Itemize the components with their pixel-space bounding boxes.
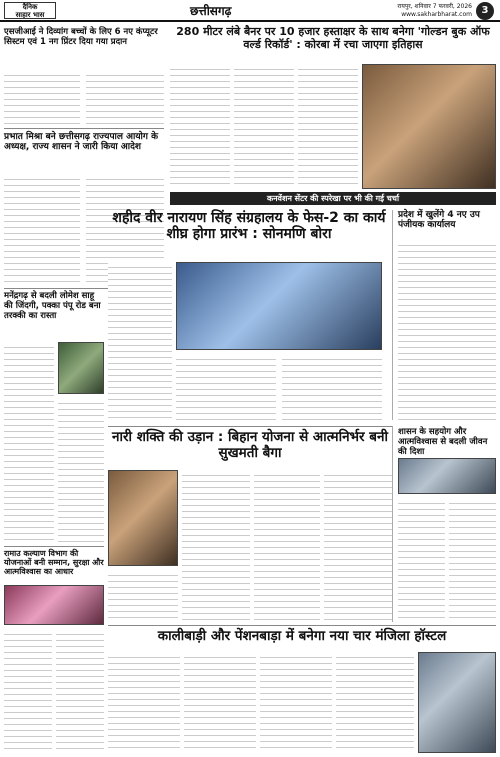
story-body: [4, 342, 54, 542]
story-body: [56, 629, 104, 753]
story-body: [4, 629, 52, 753]
story-body: [336, 652, 414, 753]
banner-signing-photo: [362, 64, 496, 189]
welfare-photo: [4, 585, 104, 625]
bihan-headline: नारी शक्ति की उड़ान : बिहान योजना से आत्मनिर्भर बनी सुखमती बैगा: [112, 429, 388, 461]
story-body: [324, 470, 392, 620]
story-body: [184, 652, 256, 753]
story-body: [282, 354, 382, 422]
divider: [108, 625, 496, 626]
story-headline: शासन के सहयोग और आत्मविश्वास से बदली जीवन की दिशा: [398, 427, 488, 457]
section-title: छत्तीसगढ़: [190, 4, 232, 18]
woman-photo: [108, 470, 178, 566]
story-body: [182, 470, 250, 620]
story-body: [254, 470, 320, 620]
story-body: [58, 398, 104, 542]
meeting-photo: [176, 262, 382, 350]
hostel-headline: कालीबाड़ी और पेंशनबाड़ा में बनेगा नया चार मंजिला हॉस्टल: [157, 628, 447, 644]
lead-subhead: कनवेंशन सेंटर की स्परेखा पर भी की गई चर्चा: [266, 194, 400, 203]
column-divider: [392, 426, 393, 622]
story-body: [108, 570, 178, 620]
story-body: [4, 174, 80, 284]
lead-headline: 280 मीटर लंबे बैनर पर 10 हजार हस्ताक्षर के साथ बनेगा 'गोल्डन बुक ऑफ वर्ल्ड रिकॉर्ड' : कोरबा में रचा जाएगा इतिहास: [176, 25, 490, 51]
hostel-photo: [418, 652, 496, 753]
story-headline: रामाउ कल्याण विभाग की योजनाओं बनी सम्मान, सुरक्षा और आत्मविश्वास का आधार: [4, 549, 104, 577]
story-body: [108, 262, 172, 422]
issue-date: रायपुर, शनिवार 7 फरवरी, 2026: [397, 3, 472, 10]
story-headline: मनेंद्रगढ़ से बदली लोमेश साहू की जिंदगी, पक्का पंपू रोड बना तरक्की का रास्ता: [4, 291, 101, 321]
masthead: [0, 0, 500, 22]
museum-headline: शहीद वीर नारायण सिंह संग्रहालय के फेस-2 का कार्य शीघ्र होगा प्रारंभ : सोनमणि बोरा: [112, 210, 386, 243]
column-divider: [392, 210, 393, 420]
story-headline: प्रभात मिश्रा बने छत्तीसगढ़ राज्यपाल आयोग के अध्यक्ष, राज्य शासन ने जारी किया आदेश: [4, 132, 158, 153]
story-body: [170, 64, 230, 189]
story-body: [176, 354, 276, 422]
divider: [4, 546, 104, 547]
story-body: [4, 70, 80, 125]
story-body: [398, 498, 445, 620]
story-body: [449, 498, 496, 620]
story-body: [108, 652, 180, 753]
story-body: [234, 64, 294, 189]
story-body: [398, 240, 496, 420]
story-headline: प्रदेश में खुलेंगे 4 नए उप पंजीयक कार्यालय: [398, 210, 480, 231]
website-link[interactable]: www.sakharbharat.com: [401, 11, 472, 18]
story-headline: एसजीआई ने दिव्यांग बच्चों के लिए 6 नए कंप्यूटर सिस्टम एवं 1 नग प्रिंटर दिया गया प्रदान: [4, 27, 158, 47]
story-body: [298, 64, 358, 189]
beneficiary-photo: [398, 458, 496, 494]
road-photo: [58, 342, 104, 394]
divider: [4, 128, 164, 129]
story-body: [86, 70, 164, 125]
divider: [108, 426, 392, 427]
lead-subhead-bar: [170, 192, 496, 205]
page-number-badge: 3: [476, 2, 494, 20]
dateline: [340, 3, 472, 19]
story-body: [260, 652, 332, 753]
newspaper-logo: दैनिक साहार भास: [4, 2, 56, 19]
